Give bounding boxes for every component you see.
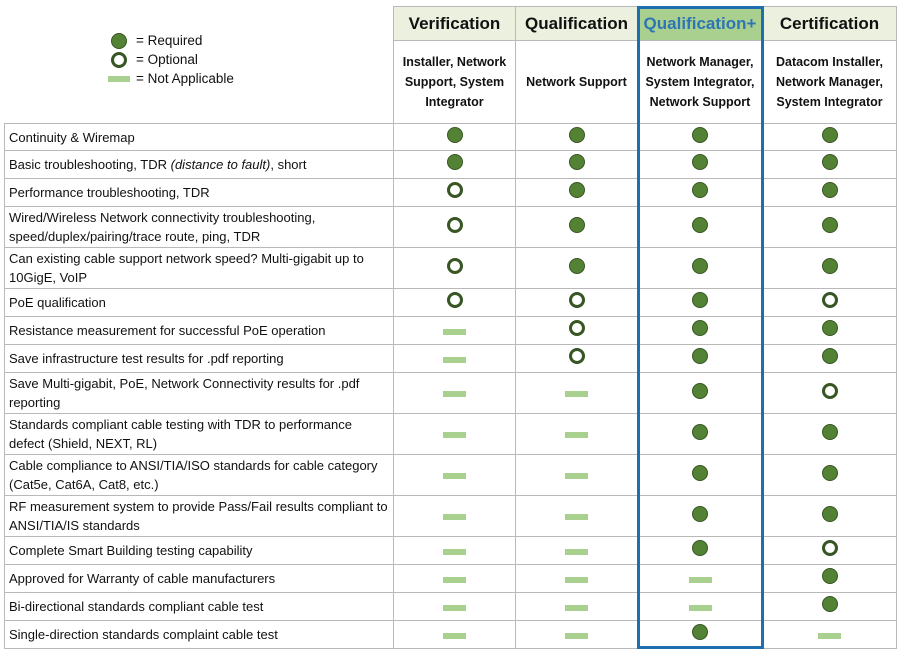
optional-ring-icon — [822, 540, 838, 556]
not-applicable-dash-icon — [565, 549, 588, 555]
mark-cell — [763, 345, 897, 373]
required-dot-icon — [692, 465, 708, 481]
mark-cell — [638, 496, 763, 537]
feature-label: Performance troubleshooting, TDR — [5, 179, 394, 207]
table-row — [5, 345, 897, 373]
mark-cell — [394, 317, 516, 345]
required-dot-icon — [822, 348, 838, 364]
mark-cell — [638, 414, 763, 455]
table-row — [5, 565, 897, 593]
mark-cell — [394, 345, 516, 373]
feature-label: Basic troubleshooting, TDR (distance to fault), short — [5, 151, 394, 179]
required-dot-icon — [692, 154, 708, 170]
not-applicable-dash-icon — [443, 549, 466, 555]
optional-ring-icon — [569, 320, 585, 336]
mark-cell — [516, 537, 638, 565]
optional-ring-icon — [447, 182, 463, 198]
feature-label: Standards compliant cable testing with TDR to performance defect (Shield, NEXT, RL) — [5, 414, 394, 455]
mark-cell — [394, 496, 516, 537]
required-dot-icon — [569, 154, 585, 170]
mark-cell — [638, 248, 763, 289]
mark-cell — [394, 565, 516, 593]
table-row — [5, 207, 897, 248]
mark-cell — [763, 621, 897, 649]
legend-label: = Required — [136, 33, 203, 48]
not-applicable-dash-icon — [443, 577, 466, 583]
comparison-table — [4, 6, 897, 649]
feature-label: Approved for Warranty of cable manufacturers — [5, 565, 394, 593]
table-row — [5, 124, 897, 151]
feature-label: Wired/Wireless Network connectivity troubleshooting, speed/duplex/pairing/trace route, ping, TDR — [5, 207, 394, 248]
not-applicable-dash-icon — [443, 514, 466, 520]
mark-cell — [763, 124, 897, 151]
optional-ring-icon — [447, 258, 463, 274]
mark-cell — [516, 289, 638, 317]
required-dot-icon — [692, 383, 708, 399]
mark-cell — [638, 289, 763, 317]
mark-cell — [516, 151, 638, 179]
table-row — [5, 593, 897, 621]
required-dot-icon — [692, 182, 708, 198]
not-applicable-dash-icon — [565, 391, 588, 397]
mark-cell — [394, 248, 516, 289]
mark-cell — [763, 179, 897, 207]
mark-cell — [516, 565, 638, 593]
required-dot-icon — [569, 127, 585, 143]
feature-label: Complete Smart Building testing capability — [5, 537, 394, 565]
not-applicable-dash-icon — [443, 633, 466, 639]
required-dot-icon — [692, 127, 708, 143]
mark-cell — [638, 317, 763, 345]
column-roles: Datacom Installer, Network Manager, System Integrator — [763, 41, 897, 124]
mark-cell — [763, 593, 897, 621]
optional-ring-icon — [569, 292, 585, 308]
required-dot-icon — [692, 320, 708, 336]
feature-label: Cable compliance to ANSI/TIA/ISO standards for cable category (Cat5e, Cat6A, Cat8, etc.) — [5, 455, 394, 496]
mark-cell — [763, 455, 897, 496]
column-title-verification: Verification — [394, 7, 516, 41]
optional-ring-icon — [569, 348, 585, 364]
mark-cell — [763, 248, 897, 289]
table-row — [5, 414, 897, 455]
feature-label: Single-direction standards complaint cable test — [5, 621, 394, 649]
mark-cell — [394, 455, 516, 496]
required-dot-icon — [822, 568, 838, 584]
not-applicable-dash-icon — [443, 329, 466, 335]
optional-ring-icon — [447, 292, 463, 308]
mark-cell — [516, 248, 638, 289]
required-dot-icon — [822, 258, 838, 274]
not-applicable-dash-icon — [565, 514, 588, 520]
header-title-row — [5, 7, 897, 41]
mark-cell — [516, 345, 638, 373]
table-row — [5, 179, 897, 207]
mark-cell — [394, 179, 516, 207]
mark-cell — [638, 537, 763, 565]
not-applicable-dash-icon — [443, 605, 466, 611]
table-row — [5, 373, 897, 414]
legend-label: = Not Applicable — [136, 71, 234, 86]
mark-cell — [394, 537, 516, 565]
table-row — [5, 151, 897, 179]
table-row — [5, 317, 897, 345]
table-row — [5, 496, 897, 537]
optional-ring-icon — [822, 383, 838, 399]
mark-cell — [763, 537, 897, 565]
table-row — [5, 621, 897, 649]
mark-cell — [394, 124, 516, 151]
required-dot-icon — [822, 127, 838, 143]
required-dot-icon — [692, 624, 708, 640]
table-row — [5, 537, 897, 565]
feature-label: Save infrastructure test results for .pdf reporting — [5, 345, 394, 373]
mark-cell — [516, 414, 638, 455]
mark-cell — [638, 373, 763, 414]
required-dot-icon — [692, 217, 708, 233]
mark-cell — [763, 414, 897, 455]
mark-cell — [394, 151, 516, 179]
mark-cell — [638, 621, 763, 649]
table-row — [5, 455, 897, 496]
column-title-certification: Certification — [763, 7, 897, 41]
not-applicable-dash-icon — [689, 605, 712, 611]
not-applicable-dash-icon — [443, 432, 466, 438]
column-title-qualification-plus: Qualification+ — [638, 7, 763, 41]
not-applicable-dash-icon — [443, 473, 466, 479]
mark-cell — [638, 565, 763, 593]
not-applicable-dash-icon — [565, 432, 588, 438]
feature-label: RF measurement system to provide Pass/Fail results compliant to ANSI/TIA/IS standards — [5, 496, 394, 537]
required-dot-icon — [822, 596, 838, 612]
mark-cell — [394, 207, 516, 248]
mark-cell — [638, 593, 763, 621]
required-dot-icon — [822, 217, 838, 233]
table-row — [5, 248, 897, 289]
feature-label: PoE qualification — [5, 289, 394, 317]
mark-cell — [516, 593, 638, 621]
feature-label: Resistance measurement for successful PoE operation — [5, 317, 394, 345]
required-dot-icon — [692, 348, 708, 364]
mark-cell — [516, 373, 638, 414]
required-dot-icon — [692, 292, 708, 308]
mark-cell — [394, 593, 516, 621]
not-applicable-dash-icon — [443, 357, 466, 363]
required-dot-icon — [822, 182, 838, 198]
feature-label: Can existing cable support network speed? Multi-gigabit up to 10GigE, VoIP — [5, 248, 394, 289]
mark-cell — [638, 179, 763, 207]
required-dot-icon — [822, 154, 838, 170]
required-dot-icon — [692, 506, 708, 522]
table-row — [5, 289, 897, 317]
required-dot-icon — [692, 540, 708, 556]
not-applicable-dash-icon — [565, 473, 588, 479]
feature-label: Bi-directional standards compliant cable test — [5, 593, 394, 621]
mark-cell — [763, 207, 897, 248]
optional-ring-icon — [822, 292, 838, 308]
not-applicable-dash-icon — [565, 577, 588, 583]
column-roles: Network Support — [516, 41, 638, 124]
not-applicable-dash-icon — [443, 391, 466, 397]
required-dot-icon — [569, 258, 585, 274]
optional-ring-icon — [447, 217, 463, 233]
mark-cell — [638, 151, 763, 179]
mark-cell — [638, 207, 763, 248]
column-title-qualification: Qualification — [516, 7, 638, 41]
required-dot-icon — [447, 127, 463, 143]
mark-cell — [763, 565, 897, 593]
mark-cell — [394, 414, 516, 455]
mark-cell — [763, 151, 897, 179]
mark-cell — [763, 373, 897, 414]
mark-cell — [516, 621, 638, 649]
not-applicable-dash-icon — [565, 633, 588, 639]
mark-cell — [394, 373, 516, 414]
required-dot-icon — [822, 424, 838, 440]
column-roles: Installer, Network Support, System Integrator — [394, 41, 516, 124]
required-dot-icon — [569, 217, 585, 233]
mark-cell — [516, 317, 638, 345]
feature-label: Save Multi-gigabit, PoE, Network Connectivity results for .pdf reporting — [5, 373, 394, 414]
mark-cell — [763, 496, 897, 537]
not-applicable-dash-icon — [565, 605, 588, 611]
mark-cell — [763, 317, 897, 345]
mark-cell — [763, 289, 897, 317]
mark-cell — [516, 455, 638, 496]
column-roles: Network Manager, System Integrator, Network Support — [638, 41, 763, 124]
not-applicable-dash-icon — [818, 633, 841, 639]
required-dot-icon — [822, 506, 838, 522]
mark-cell — [394, 289, 516, 317]
mark-cell — [638, 455, 763, 496]
mark-cell — [394, 621, 516, 649]
mark-cell — [516, 124, 638, 151]
mark-cell — [638, 124, 763, 151]
required-dot-icon — [447, 154, 463, 170]
required-dot-icon — [822, 465, 838, 481]
mark-cell — [516, 207, 638, 248]
required-dot-icon — [692, 424, 708, 440]
mark-cell — [516, 496, 638, 537]
required-dot-icon — [822, 320, 838, 336]
required-dot-icon — [569, 182, 585, 198]
required-dot-icon — [692, 258, 708, 274]
legend-label: = Optional — [136, 52, 198, 67]
feature-label: Continuity & Wiremap — [5, 124, 394, 151]
mark-cell — [516, 179, 638, 207]
not-applicable-dash-icon — [689, 577, 712, 583]
mark-cell — [638, 345, 763, 373]
